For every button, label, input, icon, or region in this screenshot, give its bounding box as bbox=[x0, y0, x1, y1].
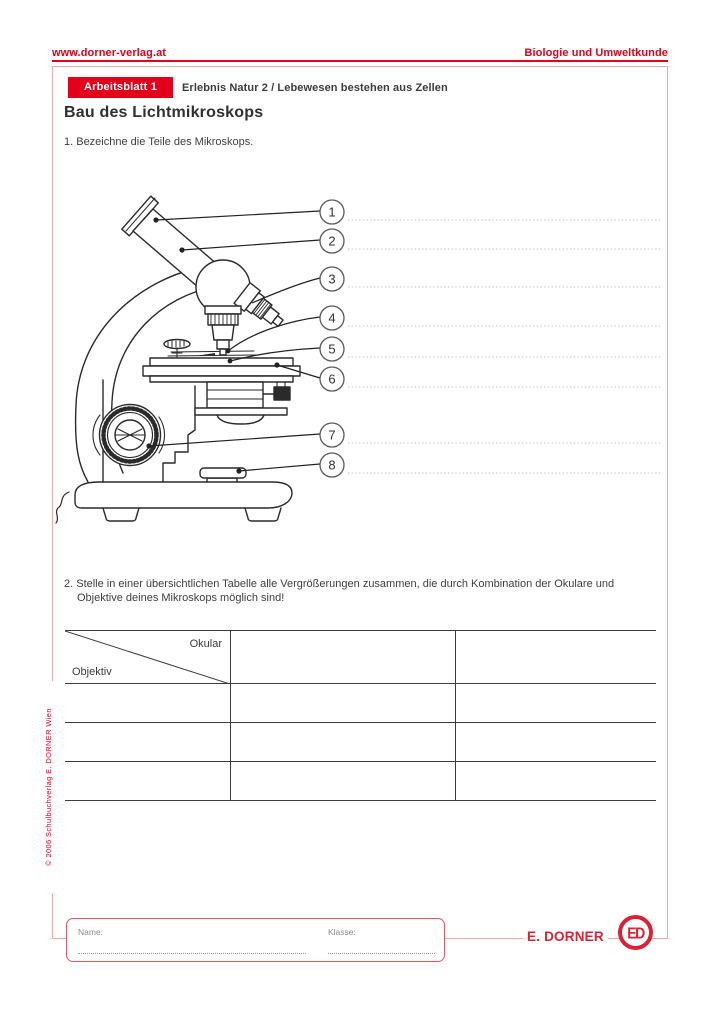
table-cell[interactable] bbox=[230, 684, 455, 722]
table-corner-cell bbox=[65, 631, 230, 683]
substage-dish bbox=[217, 415, 264, 424]
okular-header: Okular bbox=[189, 638, 222, 650]
subject-title: Biologie und Umweltkunde bbox=[524, 47, 668, 59]
objektiv-header: Objektiv bbox=[72, 666, 112, 678]
stage-plate-bottom bbox=[150, 376, 293, 382]
objektiv-row-1-cell[interactable] bbox=[65, 684, 230, 722]
table-cell[interactable] bbox=[455, 723, 656, 761]
class-label: Klasse: bbox=[328, 927, 356, 937]
publisher-website: www.dorner-verlag.at bbox=[52, 47, 167, 59]
header-rule bbox=[52, 60, 668, 62]
worksheet-badge: Arbeitsblatt 1 bbox=[68, 77, 173, 98]
base-foot-left bbox=[103, 508, 139, 521]
label-number-5: 5 bbox=[328, 341, 336, 357]
objective-knurl-lines bbox=[211, 314, 235, 325]
label-number-1: 1 bbox=[328, 204, 336, 220]
task-2-line-1: 2. Stelle in einer übersichtlichen Tabelle alle Vergrößerungen zusammen, die durch Kombination der Okulare und bbox=[64, 578, 615, 590]
publisher-logo-icon bbox=[618, 915, 653, 950]
name-class-box bbox=[66, 918, 445, 962]
objective-nib bbox=[220, 349, 226, 355]
objective-tip bbox=[217, 340, 229, 349]
label-number-4: 4 bbox=[328, 310, 336, 326]
microscope-base bbox=[75, 482, 292, 508]
okular-column-2-cell[interactable] bbox=[455, 631, 656, 683]
answer-lines bbox=[348, 220, 660, 473]
label-number-8: 8 bbox=[328, 457, 336, 473]
microscope-drawing bbox=[56, 196, 300, 523]
task-2-text bbox=[64, 577, 672, 605]
table-header-row bbox=[65, 631, 656, 684]
condenser-column bbox=[207, 382, 263, 408]
power-cord bbox=[56, 492, 69, 523]
substage-plate bbox=[195, 408, 287, 415]
task-2-line-2: Objektive deines Mikroskops möglich sind! bbox=[77, 592, 285, 604]
page-title: Bau des Lichtmikroskops bbox=[64, 104, 264, 121]
objective-body bbox=[212, 325, 234, 340]
condenser-knob bbox=[274, 387, 290, 400]
task-1-text: 1. Bezeichne die Teile des Mikroskops. bbox=[64, 136, 254, 148]
objektiv-row-3-cell[interactable] bbox=[65, 762, 230, 800]
table-cell[interactable] bbox=[230, 762, 455, 800]
table-row-1 bbox=[65, 684, 656, 723]
stage-plate-top bbox=[150, 358, 293, 366]
objective-mount bbox=[205, 306, 241, 314]
label-number-2: 2 bbox=[328, 233, 336, 249]
label-number-7: 7 bbox=[328, 427, 336, 443]
table-row-3 bbox=[65, 762, 656, 801]
magnification-table bbox=[65, 630, 656, 801]
series-title: Erlebnis Natur 2 / Lebewesen bestehen aus Zellen bbox=[182, 82, 448, 94]
class-input-line[interactable] bbox=[328, 953, 435, 954]
label-number-3: 3 bbox=[328, 271, 336, 287]
name-label: Name: bbox=[78, 927, 104, 937]
base-foot-right bbox=[245, 508, 281, 521]
table-cell[interactable] bbox=[455, 762, 656, 800]
name-input-line[interactable] bbox=[78, 953, 306, 954]
table-cell[interactable] bbox=[230, 723, 455, 761]
objektiv-row-2-cell[interactable] bbox=[65, 723, 230, 761]
copyright-text: © 2006 Schulbuchverlag E. DORNER Wien bbox=[42, 681, 56, 893]
condenser-knob-top bbox=[277, 382, 285, 387]
microscope-figure bbox=[55, 190, 665, 535]
okular-column-1-cell[interactable] bbox=[230, 631, 455, 683]
table-cell[interactable] bbox=[455, 684, 656, 722]
logo-monogram: ED bbox=[627, 923, 644, 942]
publisher-wordmark: E. DORNER bbox=[523, 927, 608, 946]
label-number-6: 6 bbox=[328, 371, 336, 387]
body-right-profile bbox=[163, 386, 195, 482]
table-row-2 bbox=[65, 723, 656, 762]
